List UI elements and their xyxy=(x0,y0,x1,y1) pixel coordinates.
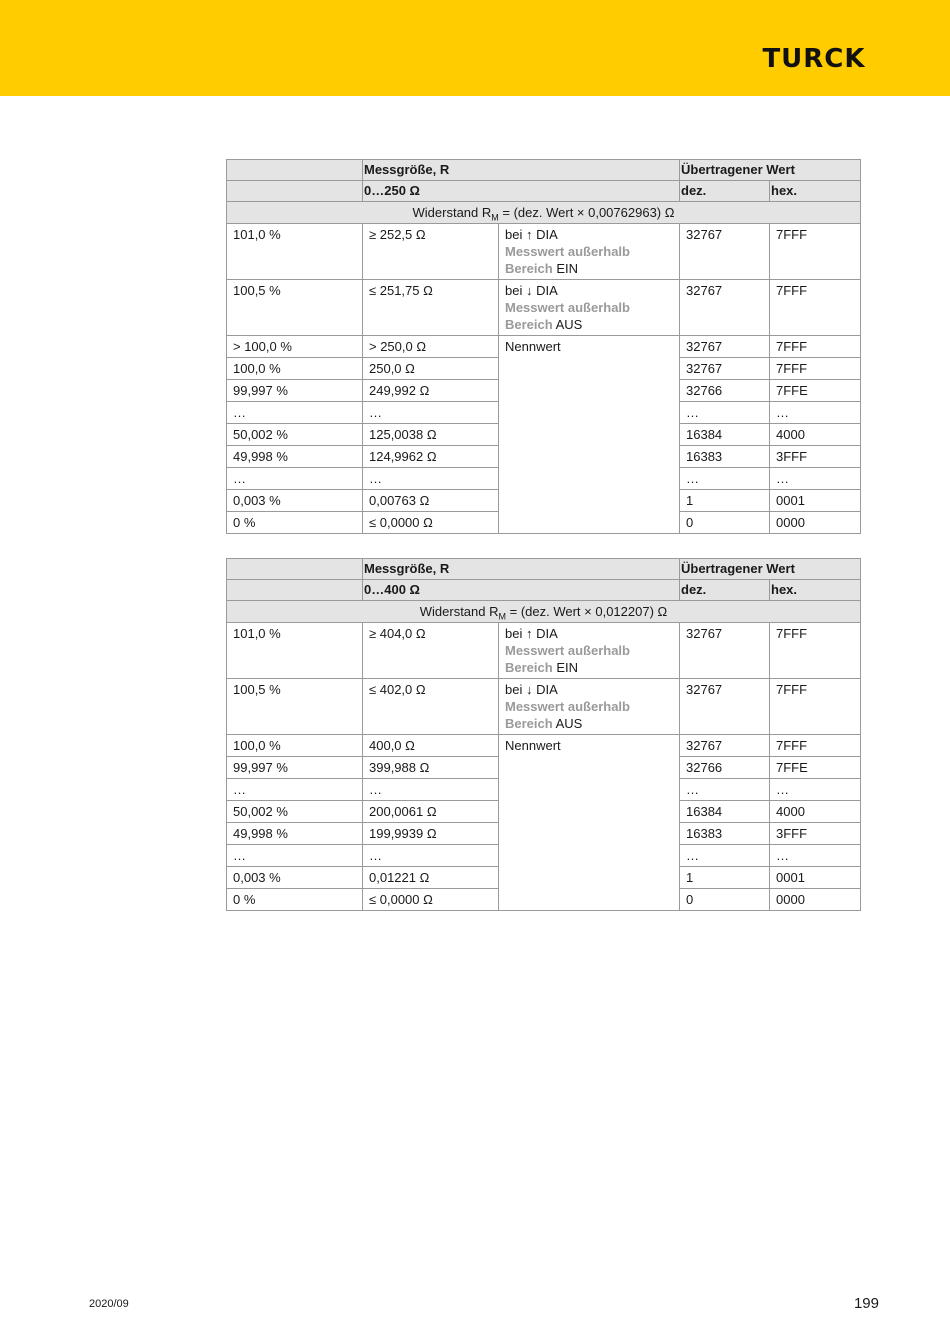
table-row xyxy=(227,512,861,534)
diagnostic-message: Messwert außerhalb Bereich xyxy=(505,699,630,731)
table-row xyxy=(227,867,861,889)
table-row xyxy=(227,889,861,911)
percent-cell: 0,003 % xyxy=(227,490,363,512)
table-row xyxy=(227,358,861,380)
nominal-cell: Nennwert xyxy=(499,735,680,757)
nominal-cell xyxy=(499,823,680,845)
percent-cell: 100,5 % xyxy=(227,280,363,336)
resistance-formula-row xyxy=(227,202,861,224)
header-range: 0…400 Ω xyxy=(363,580,680,601)
ohm-cell: … xyxy=(363,402,499,424)
hex-cell: 7FFF xyxy=(770,735,861,757)
percent-cell: 99,997 % xyxy=(227,757,363,779)
header-hex: hex. xyxy=(770,580,861,601)
hex-cell: 0001 xyxy=(770,490,861,512)
dec-cell: 16384 xyxy=(680,424,770,446)
ohm-cell: … xyxy=(363,779,499,801)
nominal-cell xyxy=(499,490,680,512)
diagnostic-text xyxy=(505,299,673,333)
percent-cell: … xyxy=(227,845,363,867)
dec-cell: 32767 xyxy=(680,679,770,735)
dec-cell: 32767 xyxy=(680,280,770,336)
ohm-cell: 199,9939 Ω xyxy=(363,823,499,845)
dec-cell: 32767 xyxy=(680,735,770,757)
ohm-cell: 0,01221 Ω xyxy=(363,867,499,889)
ohm-cell: 250,0 Ω xyxy=(363,358,499,380)
nominal-cell xyxy=(499,867,680,889)
resistance-formula xyxy=(227,601,861,623)
nominal-cell xyxy=(499,801,680,823)
table-row xyxy=(227,402,861,424)
dec-cell: 0 xyxy=(680,889,770,911)
percent-cell: 50,002 % xyxy=(227,424,363,446)
header-transmitted-value: Übertragener Wert xyxy=(680,559,861,580)
dec-cell: 1 xyxy=(680,867,770,889)
nominal-cell xyxy=(499,358,680,380)
dec-cell: 32767 xyxy=(680,358,770,380)
header-blank-cell xyxy=(227,160,363,181)
dec-cell: 32767 xyxy=(680,336,770,358)
hex-cell: 0000 xyxy=(770,512,861,534)
percent-cell: 99,997 % xyxy=(227,380,363,402)
dec-cell: 16384 xyxy=(680,801,770,823)
header-range: 0…250 Ω xyxy=(363,181,680,202)
ohm-cell: ≤ 402,0 Ω xyxy=(363,679,499,735)
measurement-table-250 xyxy=(226,159,861,534)
diagnostic-state: EIN xyxy=(552,660,578,675)
ohm-cell: 124,9962 Ω xyxy=(363,446,499,468)
dec-cell: 32766 xyxy=(680,757,770,779)
ohm-cell: 399,988 Ω xyxy=(363,757,499,779)
nominal-cell xyxy=(499,779,680,801)
diagnostic-trigger: bei ↓ DIA xyxy=(505,682,558,697)
table-row xyxy=(227,380,861,402)
table-row xyxy=(227,336,861,358)
header-measure: Messgröße, R xyxy=(363,559,680,580)
table-row xyxy=(227,424,861,446)
percent-cell: 100,0 % xyxy=(227,735,363,757)
ohm-cell: ≤ 0,0000 Ω xyxy=(363,889,499,911)
hex-cell: 7FFE xyxy=(770,380,861,402)
table-row xyxy=(227,490,861,512)
header-row xyxy=(227,181,861,202)
nominal-cell xyxy=(499,845,680,867)
ohm-cell: 125,0038 Ω xyxy=(363,424,499,446)
nominal-cell xyxy=(499,380,680,402)
table-row xyxy=(227,224,861,280)
diagnostic-state: AUS xyxy=(552,716,583,731)
resistance-suffix: = (dez. Wert × 0,00762963) Ω xyxy=(498,205,675,220)
diagnostic-message: Messwert außerhalb Bereich xyxy=(505,244,630,276)
table-row xyxy=(227,801,861,823)
hex-cell: … xyxy=(770,468,861,490)
ohm-cell: 0,00763 Ω xyxy=(363,490,499,512)
ohm-cell: > 250,0 Ω xyxy=(363,336,499,358)
header-blank-cell xyxy=(227,559,363,580)
ohm-cell: … xyxy=(363,468,499,490)
percent-cell: > 100,0 % xyxy=(227,336,363,358)
header-blank-cell xyxy=(227,580,363,601)
hex-cell: 0001 xyxy=(770,867,861,889)
dec-cell: 1 xyxy=(680,490,770,512)
ohm-cell: 249,992 Ω xyxy=(363,380,499,402)
header-dec: dez. xyxy=(680,181,770,202)
hex-cell: … xyxy=(770,402,861,424)
dec-cell: … xyxy=(680,845,770,867)
hex-cell: 7FFE xyxy=(770,757,861,779)
diagnostic-message: Messwert außerhalb Bereich xyxy=(505,300,630,332)
header-hex: hex. xyxy=(770,181,861,202)
hex-cell: 4000 xyxy=(770,424,861,446)
hex-cell: 7FFF xyxy=(770,224,861,280)
ohm-cell: 400,0 Ω xyxy=(363,735,499,757)
resistance-formula-row xyxy=(227,601,861,623)
percent-cell: … xyxy=(227,402,363,424)
dec-cell: 32766 xyxy=(680,380,770,402)
dec-cell: 32767 xyxy=(680,224,770,280)
table-row xyxy=(227,280,861,336)
hex-cell: 3FFF xyxy=(770,823,861,845)
percent-cell: … xyxy=(227,779,363,801)
table-row xyxy=(227,823,861,845)
table-row xyxy=(227,735,861,757)
ohm-cell: ≥ 252,5 Ω xyxy=(363,224,499,280)
hex-cell: 0000 xyxy=(770,889,861,911)
diagnostic-text xyxy=(505,642,673,676)
percent-cell: 101,0 % xyxy=(227,224,363,280)
header-row xyxy=(227,580,861,601)
diagnostic-cell xyxy=(499,679,680,735)
percent-cell: 49,998 % xyxy=(227,446,363,468)
table-row xyxy=(227,623,861,679)
percent-cell: 101,0 % xyxy=(227,623,363,679)
resistance-suffix: = (dez. Wert × 0,012207) Ω xyxy=(506,604,668,619)
hex-cell: 7FFF xyxy=(770,336,861,358)
page-number: 199 xyxy=(853,1295,879,1312)
resistance-subscript: M xyxy=(498,611,506,622)
hex-cell: … xyxy=(770,779,861,801)
footer-date: 2020/09 xyxy=(89,1298,129,1310)
dec-cell: 32767 xyxy=(680,623,770,679)
diagnostic-state: AUS xyxy=(552,317,583,332)
hex-cell: 3FFF xyxy=(770,446,861,468)
header-measure: Messgröße, R xyxy=(363,160,680,181)
percent-cell: 100,5 % xyxy=(227,679,363,735)
percent-cell: 0,003 % xyxy=(227,867,363,889)
hex-cell: 7FFF xyxy=(770,280,861,336)
ohm-cell: ≤ 251,75 Ω xyxy=(363,280,499,336)
diagnostic-trigger: bei ↓ DIA xyxy=(505,283,558,298)
nominal-cell xyxy=(499,424,680,446)
nominal-cell xyxy=(499,889,680,911)
hex-cell: 7FFF xyxy=(770,623,861,679)
nominal-cell xyxy=(499,512,680,534)
dec-cell: 16383 xyxy=(680,823,770,845)
nominal-cell: Nennwert xyxy=(499,336,680,358)
ohm-cell: ≥ 404,0 Ω xyxy=(363,623,499,679)
dec-cell: 16383 xyxy=(680,446,770,468)
header-dec: dez. xyxy=(680,580,770,601)
diagnostic-cell xyxy=(499,280,680,336)
header-band xyxy=(0,0,950,96)
table-row xyxy=(227,468,861,490)
diagnostic-text xyxy=(505,243,673,277)
diagnostic-cell xyxy=(499,623,680,679)
hex-cell: 7FFF xyxy=(770,679,861,735)
ohm-cell: 200,0061 Ω xyxy=(363,801,499,823)
hex-cell: 7FFF xyxy=(770,358,861,380)
header-row xyxy=(227,160,861,181)
percent-cell: 100,0 % xyxy=(227,358,363,380)
table-row xyxy=(227,757,861,779)
measurement-table-400 xyxy=(226,558,861,911)
diagnostic-text xyxy=(505,698,673,732)
dec-cell: … xyxy=(680,779,770,801)
header-transmitted-value: Übertragener Wert xyxy=(680,160,861,181)
nominal-cell xyxy=(499,446,680,468)
dec-cell: … xyxy=(680,402,770,424)
dec-cell: 0 xyxy=(680,512,770,534)
diagnostic-trigger: bei ↑ DIA xyxy=(505,626,558,641)
logo-text: TURCK xyxy=(762,46,866,72)
table-row xyxy=(227,845,861,867)
header-blank-cell xyxy=(227,181,363,202)
percent-cell: 0 % xyxy=(227,512,363,534)
table-row xyxy=(227,779,861,801)
header-row xyxy=(227,559,861,580)
percent-cell: 0 % xyxy=(227,889,363,911)
diagnostic-state: EIN xyxy=(552,261,578,276)
percent-cell: 49,998 % xyxy=(227,823,363,845)
resistance-subscript: M xyxy=(491,212,499,223)
turck-logo xyxy=(726,46,902,72)
hex-cell: … xyxy=(770,845,861,867)
resistance-prefix: Widerstand R xyxy=(419,604,499,619)
percent-cell: … xyxy=(227,468,363,490)
ohm-cell: ≤ 0,0000 Ω xyxy=(363,512,499,534)
nominal-cell xyxy=(499,468,680,490)
table-row xyxy=(227,446,861,468)
hex-cell: 4000 xyxy=(770,801,861,823)
nominal-cell xyxy=(499,402,680,424)
table-row xyxy=(227,679,861,735)
resistance-prefix: Widerstand R xyxy=(412,205,492,220)
percent-cell: 50,002 % xyxy=(227,801,363,823)
diagnostic-cell xyxy=(499,224,680,280)
diagnostic-message: Messwert außerhalb Bereich xyxy=(505,643,630,675)
diagnostic-trigger: bei ↑ DIA xyxy=(505,227,558,242)
ohm-cell: … xyxy=(363,845,499,867)
resistance-formula xyxy=(227,202,861,224)
nominal-cell xyxy=(499,757,680,779)
dec-cell: … xyxy=(680,468,770,490)
